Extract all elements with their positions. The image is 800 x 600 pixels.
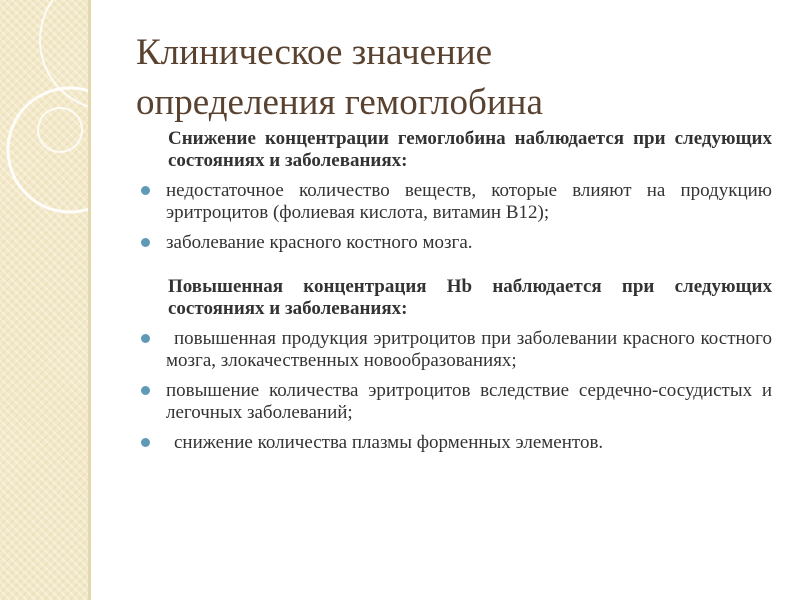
slide-content (136, 128, 772, 454)
slide-title (136, 28, 776, 128)
bullet-icon (141, 386, 150, 395)
list-item-text: повышение количества эритроцитов вследствие сердечно-сосудистых и легочных заболеваний; (166, 380, 772, 423)
slide-title-line-2: определения гемоглобина (136, 82, 543, 123)
slide-title-line-1: Клиническое значение (136, 32, 493, 73)
decrease-list (136, 180, 772, 254)
bullet-icon (141, 438, 150, 447)
bullet-icon (141, 334, 150, 343)
bullet-icon (141, 238, 150, 247)
strip-edge-line (88, 0, 91, 600)
list-item-text: недостаточное количество веществ, которые влияют на продукцию эритроцитов (фолиевая кислота, витамин В12); (166, 180, 772, 223)
decrease-heading: Снижение концентрации гемоглобина наблюдается при следующих состояниях и заболеваниях: (168, 128, 772, 171)
list-item-text: снижение количества плазмы форменных элементов. (174, 432, 604, 453)
increase-list (136, 328, 772, 454)
list-item (136, 180, 772, 224)
list-item-text: повышенная продукция эритроцитов при заболевании красного костного мозга, злокачественных новообразованиях; (166, 328, 772, 371)
decorative-circles (0, 0, 88, 600)
bullet-icon (141, 186, 150, 195)
list-item-text: заболевание красного костного мозга. (166, 232, 473, 253)
list-item (136, 380, 772, 424)
list-item (136, 432, 772, 454)
list-item (136, 328, 772, 372)
decorative-side-strip (0, 0, 88, 600)
list-item (136, 232, 772, 254)
increase-heading: Повышенная концентрация Hb наблюдается при следующих состояниях и заболеваниях: (168, 276, 772, 319)
